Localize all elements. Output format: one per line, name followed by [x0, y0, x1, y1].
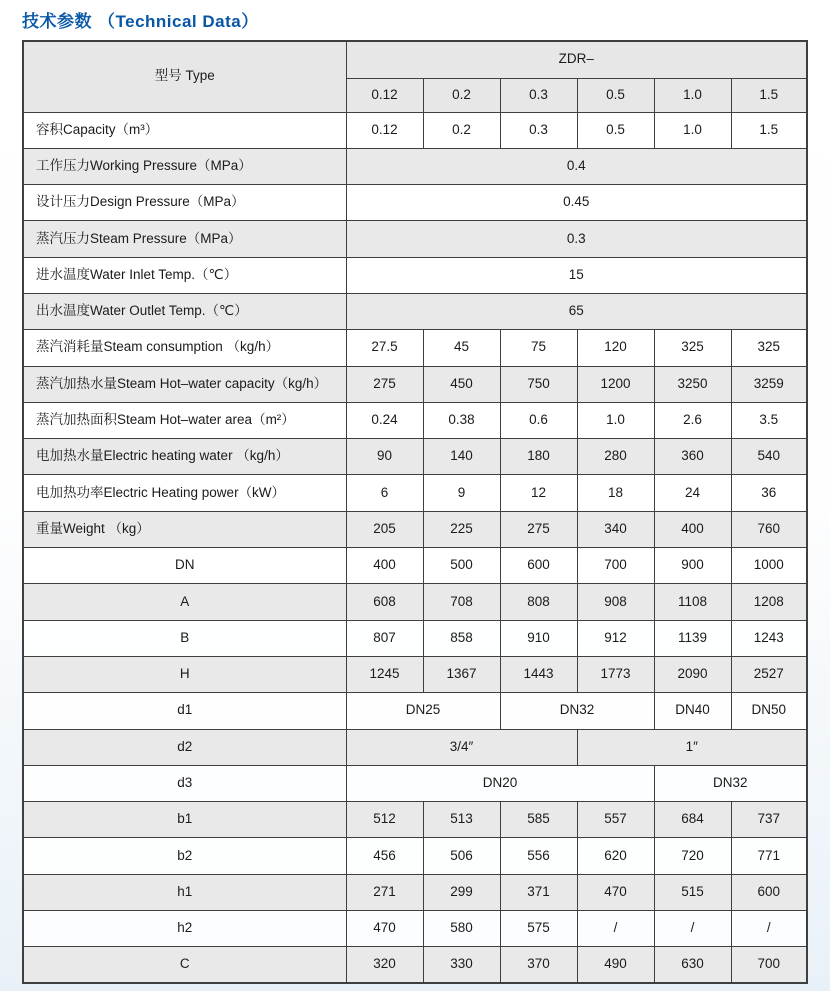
- value-cell: 24: [654, 475, 731, 511]
- row-label: d2: [23, 729, 346, 765]
- table-row: [23, 947, 807, 983]
- corner-cell: 型号 Type: [23, 41, 346, 112]
- value-cell: 271: [346, 874, 423, 910]
- value-cell: 708: [423, 584, 500, 620]
- column-header: 1.5: [731, 78, 807, 112]
- value-cell: 0.4: [346, 148, 807, 184]
- value-cell: 1443: [500, 656, 577, 692]
- value-cell: 450: [423, 366, 500, 402]
- table-row: [23, 293, 807, 329]
- table-row: [23, 402, 807, 438]
- value-cell: /: [731, 911, 807, 947]
- value-cell: 1139: [654, 620, 731, 656]
- value-cell: DN50: [731, 693, 807, 729]
- value-cell: 0.5: [577, 112, 654, 148]
- table-row: [23, 475, 807, 511]
- value-cell: DN32: [654, 765, 807, 801]
- table-row: [23, 257, 807, 293]
- value-cell: 0.6: [500, 402, 577, 438]
- value-cell: 760: [731, 511, 807, 547]
- value-cell: 371: [500, 874, 577, 910]
- value-cell: 1200: [577, 366, 654, 402]
- table-row: [23, 729, 807, 765]
- row-label: 工作压力Working Pressure（MPa）: [23, 148, 346, 184]
- row-label: C: [23, 947, 346, 983]
- value-cell: 1243: [731, 620, 807, 656]
- value-cell: 1208: [731, 584, 807, 620]
- value-cell: 600: [731, 874, 807, 910]
- value-cell: 205: [346, 511, 423, 547]
- value-cell: 910: [500, 620, 577, 656]
- row-label: b1: [23, 802, 346, 838]
- value-cell: 858: [423, 620, 500, 656]
- value-cell: 1773: [577, 656, 654, 692]
- value-cell: 9: [423, 475, 500, 511]
- value-cell: 370: [500, 947, 577, 983]
- value-cell: 1.0: [577, 402, 654, 438]
- row-label: 出水温度Water Outlet Temp.（℃）: [23, 293, 346, 329]
- column-header: 0.2: [423, 78, 500, 112]
- value-cell: 557: [577, 802, 654, 838]
- value-cell: 700: [731, 947, 807, 983]
- table-row: [23, 511, 807, 547]
- value-cell: 75: [500, 330, 577, 366]
- value-cell: 15: [346, 257, 807, 293]
- value-cell: /: [577, 911, 654, 947]
- value-cell: 275: [346, 366, 423, 402]
- value-cell: 0.38: [423, 402, 500, 438]
- table-row: [23, 620, 807, 656]
- value-cell: 0.2: [423, 112, 500, 148]
- value-cell: 0.3: [500, 112, 577, 148]
- table-row: [23, 656, 807, 692]
- value-cell: DN25: [346, 693, 500, 729]
- header-row: [23, 41, 807, 78]
- value-cell: 18: [577, 475, 654, 511]
- table-row: [23, 366, 807, 402]
- table-row: [23, 874, 807, 910]
- value-cell: 900: [654, 548, 731, 584]
- table-row: [23, 802, 807, 838]
- value-cell: 36: [731, 475, 807, 511]
- table-row: [23, 838, 807, 874]
- value-cell: 512: [346, 802, 423, 838]
- row-label: 电加热功率Electric Heating power（kW）: [23, 475, 346, 511]
- page-title-en: （Technical Data）: [98, 12, 259, 31]
- table-row: [23, 439, 807, 475]
- table-row: [23, 693, 807, 729]
- value-cell: 140: [423, 439, 500, 475]
- row-label: d1: [23, 693, 346, 729]
- row-label: h1: [23, 874, 346, 910]
- value-cell: 1108: [654, 584, 731, 620]
- table-body: [23, 112, 807, 983]
- page-title: [22, 7, 259, 32]
- value-cell: 771: [731, 838, 807, 874]
- value-cell: 556: [500, 838, 577, 874]
- value-cell: 585: [500, 802, 577, 838]
- row-label: 电加热水量Electric heating water （kg/h）: [23, 439, 346, 475]
- value-cell: 320: [346, 947, 423, 983]
- table-row: [23, 185, 807, 221]
- column-header: 1.0: [654, 78, 731, 112]
- column-header: 0.12: [346, 78, 423, 112]
- value-cell: 1000: [731, 548, 807, 584]
- value-cell: DN40: [654, 693, 731, 729]
- row-label: 蒸汽消耗量Steam consumption （kg/h）: [23, 330, 346, 366]
- row-label: 蒸汽加热水量Steam Hot–water capacity（kg/h）: [23, 366, 346, 402]
- value-cell: 3.5: [731, 402, 807, 438]
- row-label: 进水温度Water Inlet Temp.（℃）: [23, 257, 346, 293]
- value-cell: 299: [423, 874, 500, 910]
- value-cell: 340: [577, 511, 654, 547]
- value-cell: 620: [577, 838, 654, 874]
- value-cell: 45: [423, 330, 500, 366]
- value-cell: 90: [346, 439, 423, 475]
- value-cell: 0.24: [346, 402, 423, 438]
- table-header: [23, 41, 807, 112]
- value-cell: 280: [577, 439, 654, 475]
- value-cell: DN20: [346, 765, 654, 801]
- row-label: H: [23, 656, 346, 692]
- table-row: [23, 584, 807, 620]
- value-cell: 500: [423, 548, 500, 584]
- value-cell: 470: [577, 874, 654, 910]
- row-label: A: [23, 584, 346, 620]
- value-cell: 1367: [423, 656, 500, 692]
- value-cell: 807: [346, 620, 423, 656]
- value-cell: 600: [500, 548, 577, 584]
- value-cell: 515: [654, 874, 731, 910]
- page-title-zh: 技术参数: [22, 12, 92, 31]
- value-cell: 490: [577, 947, 654, 983]
- value-cell: 12: [500, 475, 577, 511]
- value-cell: 0.45: [346, 185, 807, 221]
- row-label: B: [23, 620, 346, 656]
- value-cell: 65: [346, 293, 807, 329]
- row-label: 蒸汽加热面积Steam Hot–water area（m²）: [23, 402, 346, 438]
- value-cell: 1.0: [654, 112, 731, 148]
- value-cell: 908: [577, 584, 654, 620]
- value-cell: 3/4″: [346, 729, 577, 765]
- value-cell: 1.5: [731, 112, 807, 148]
- value-cell: 225: [423, 511, 500, 547]
- table-row: [23, 221, 807, 257]
- row-label: 蒸汽压力Steam Pressure（MPa）: [23, 221, 346, 257]
- value-cell: 506: [423, 838, 500, 874]
- row-label: b2: [23, 838, 346, 874]
- row-label: 重量Weight （kg）: [23, 511, 346, 547]
- value-cell: 737: [731, 802, 807, 838]
- value-cell: 0.12: [346, 112, 423, 148]
- table-row: [23, 330, 807, 366]
- table-row: [23, 765, 807, 801]
- value-cell: 456: [346, 838, 423, 874]
- value-cell: 325: [731, 330, 807, 366]
- value-cell: 1″: [577, 729, 807, 765]
- value-cell: 120: [577, 330, 654, 366]
- value-cell: 1245: [346, 656, 423, 692]
- value-cell: 470: [346, 911, 423, 947]
- value-cell: 808: [500, 584, 577, 620]
- value-cell: 2.6: [654, 402, 731, 438]
- value-cell: 540: [731, 439, 807, 475]
- value-cell: 180: [500, 439, 577, 475]
- table-row: [23, 148, 807, 184]
- technical-data-table: [22, 40, 808, 984]
- value-cell: 400: [654, 511, 731, 547]
- table-row: [23, 112, 807, 148]
- value-cell: /: [654, 911, 731, 947]
- column-header: 0.5: [577, 78, 654, 112]
- value-cell: 3259: [731, 366, 807, 402]
- value-cell: 3250: [654, 366, 731, 402]
- value-cell: 750: [500, 366, 577, 402]
- table-row: [23, 911, 807, 947]
- value-cell: 575: [500, 911, 577, 947]
- column-header: 0.3: [500, 78, 577, 112]
- row-label: DN: [23, 548, 346, 584]
- series-label-cell: ZDR–: [346, 41, 807, 78]
- value-cell: 630: [654, 947, 731, 983]
- value-cell: 27.5: [346, 330, 423, 366]
- value-cell: 608: [346, 584, 423, 620]
- value-cell: 2090: [654, 656, 731, 692]
- value-cell: 275: [500, 511, 577, 547]
- value-cell: 330: [423, 947, 500, 983]
- value-cell: 513: [423, 802, 500, 838]
- row-label: d3: [23, 765, 346, 801]
- table-row: [23, 548, 807, 584]
- value-cell: 580: [423, 911, 500, 947]
- row-label: 容积Capacity（m³）: [23, 112, 346, 148]
- value-cell: 325: [654, 330, 731, 366]
- value-cell: 684: [654, 802, 731, 838]
- value-cell: 720: [654, 838, 731, 874]
- row-label: 设计压力Design Pressure（MPa）: [23, 185, 346, 221]
- value-cell: DN32: [500, 693, 654, 729]
- row-label: h2: [23, 911, 346, 947]
- value-cell: 2527: [731, 656, 807, 692]
- value-cell: 700: [577, 548, 654, 584]
- value-cell: 6: [346, 475, 423, 511]
- value-cell: 360: [654, 439, 731, 475]
- value-cell: 400: [346, 548, 423, 584]
- value-cell: 912: [577, 620, 654, 656]
- value-cell: 0.3: [346, 221, 807, 257]
